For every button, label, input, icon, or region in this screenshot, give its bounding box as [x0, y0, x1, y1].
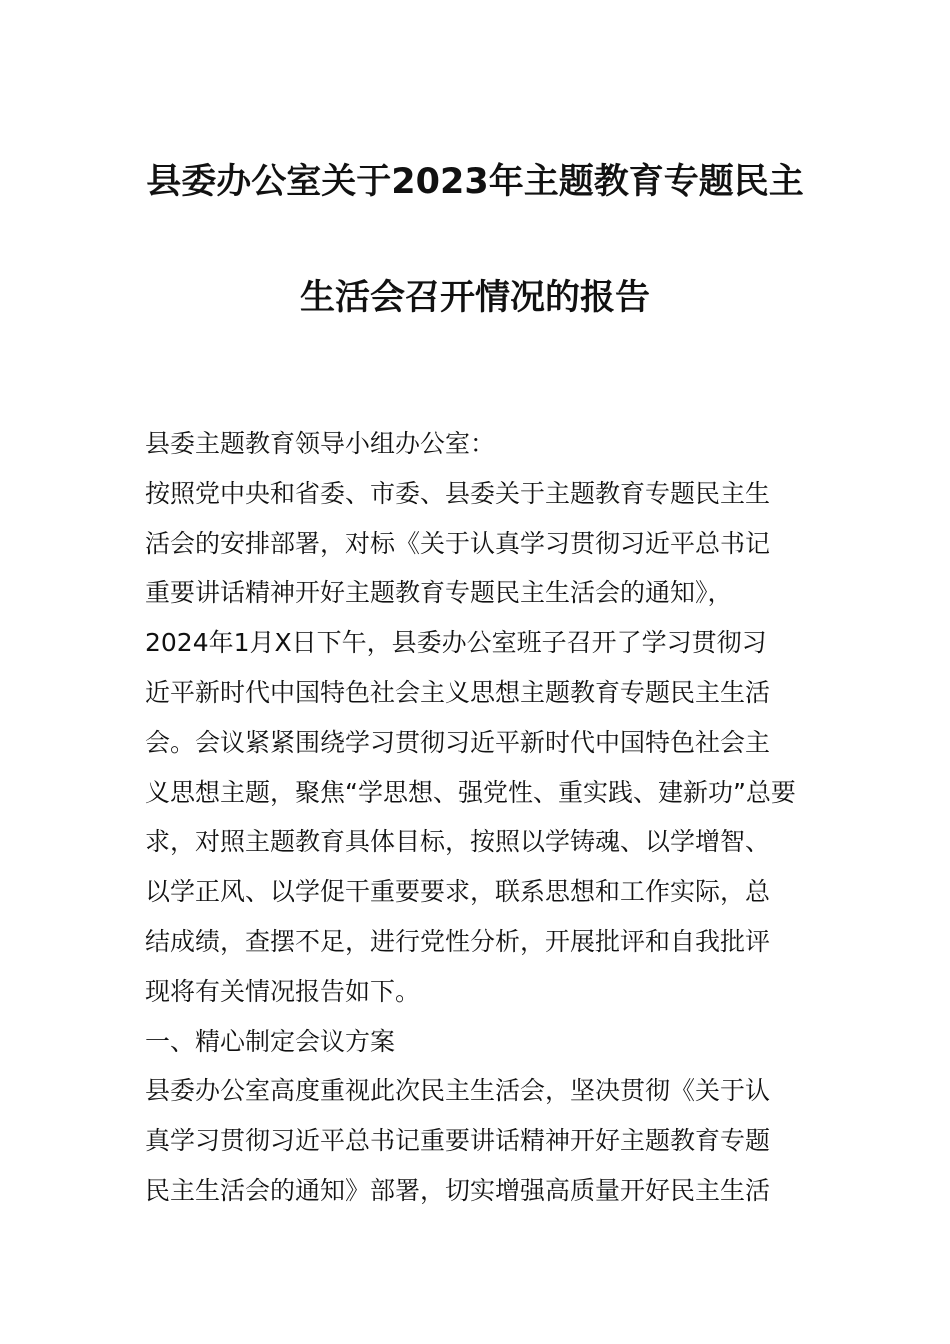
body-line: 结成绩，查摆不足，进行党性分析，开展批评和自我批评: [145, 926, 771, 956]
body-line: 按照党中央和省委、市委、县委关于主题教育专题民主生: [145, 478, 771, 508]
body-line: 真学习贯彻习近平总书记重要讲话精神开好主题教育专题: [145, 1126, 771, 1156]
body-line: 现将有关情况报告如下。: [145, 976, 421, 1006]
body-line: 近平新时代中国特色社会主义思想主题教育专题民主生活: [145, 677, 771, 707]
body-line: 义思想主题，聚焦“学思想、强党性、重实践、建新功”总要: [145, 777, 796, 807]
body-line: 县委办公室高度重视此次民主生活会，坚决贯彻《关于认: [145, 1076, 771, 1106]
document-title-line-2: 生活会召开情况的报告: [299, 278, 650, 318]
salutation-line: 县委主题教育领导小组办公室：: [145, 429, 496, 458]
body-line: 民主生活会的通知》部署，切实增强高质量开好民主生活: [145, 1175, 771, 1205]
body-line: 活会的安排部署，对标《关于认真学习贯彻习近平总书记: [145, 528, 771, 558]
body-line: 求，对照主题教育具体目标，按照以学铸魂、以学增智、: [145, 827, 771, 857]
document-body: [145, 419, 835, 1216]
section-heading: 一、精心制定会议方案: [145, 1026, 396, 1056]
body-line: 2024年1月X日下午，县委办公室班子召开了学习贯彻习: [145, 628, 767, 658]
body-line: 以学正风、以学促干重要要求，联系思想和工作实际，总: [145, 877, 771, 907]
body-line: 重要讲话精神开好主题教育专题民主生活会的通知》，: [145, 578, 733, 608]
document-title-line-1: 县委办公室关于2023年主题教育专题民主: [146, 162, 804, 202]
body-line: 会。会议紧紧围绕学习贯彻习近平新时代中国特色社会主: [145, 727, 771, 757]
